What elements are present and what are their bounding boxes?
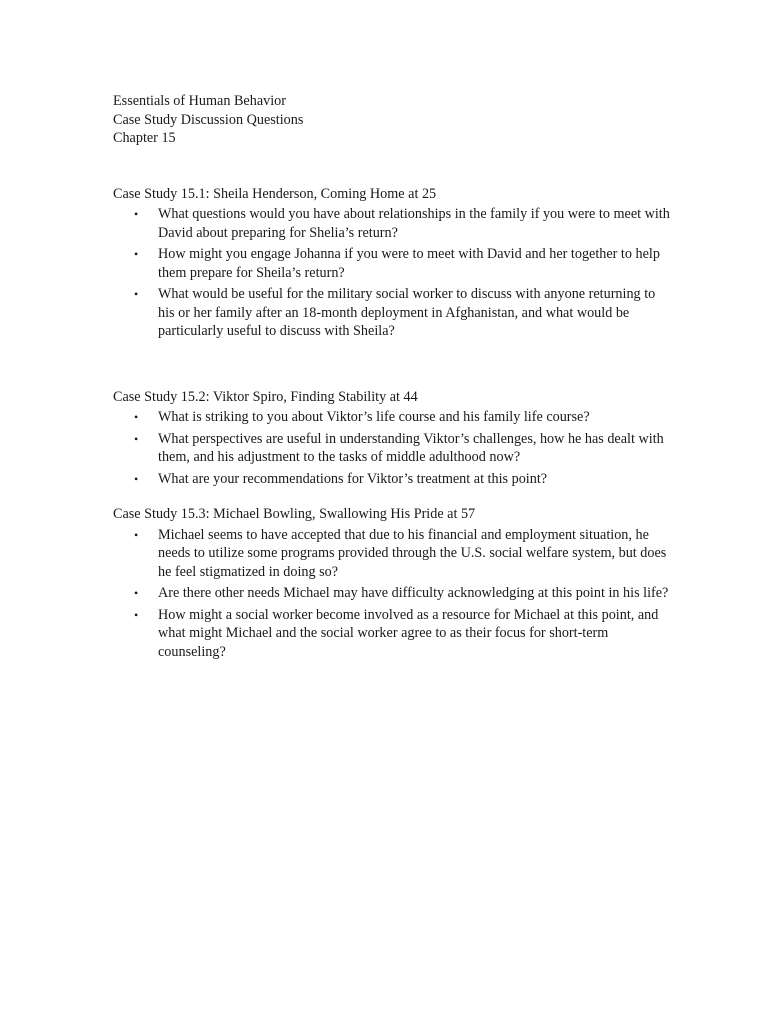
question-list (113, 408, 673, 488)
document-page (113, 92, 673, 664)
question-item (113, 584, 673, 603)
question-text: What would be useful for the military social worker to discuss with anyone returning to his or her family after an 18-month deployment in Afghanistan, and what would be particularly useful to discuss with Sheila? (158, 286, 656, 339)
question-item (113, 606, 673, 662)
bullet-icon: • (134, 527, 139, 542)
question-text: Are there other needs Michael may have difficulty acknowledging at this point in his life? (158, 585, 669, 601)
document-header (113, 92, 673, 148)
course-title: Essentials of Human Behavior (113, 93, 286, 109)
bullet-icon: • (134, 607, 139, 622)
question-text: What is striking to you about Viktor’s life course and his family life course? (158, 409, 590, 425)
case-study-title: Case Study 15.2: Viktor Spiro, Finding Stability at 44 (113, 388, 418, 405)
question-item (113, 408, 673, 427)
question-item (113, 205, 673, 242)
question-text: How might you engage Johanna if you were to meet with David and her together to help them prepare for Sheila’s return? (158, 246, 660, 281)
question-text: What perspectives are useful in understanding Viktor’s challenges, how he has dealt with them, and his adjustment to the tasks of middle adulthood now? (158, 430, 664, 465)
question-list (113, 205, 673, 341)
chapter-label: Chapter 15 (113, 130, 176, 146)
case-study-title: Case Study 15.3: Michael Bowling, Swallowing His Pride at 57 (113, 506, 476, 522)
question-item (113, 245, 673, 282)
question-item (113, 430, 673, 467)
bullet-icon: • (134, 287, 139, 301)
case-study-15-3 (113, 505, 673, 661)
question-item (113, 470, 673, 489)
bullet-icon: • (134, 207, 139, 221)
case-study-title: Case Study 15.1: Sheila Henderson, Coming Home at 25 (113, 185, 437, 202)
question-item (113, 285, 673, 341)
question-list (113, 526, 673, 662)
bullet-icon: • (134, 471, 139, 486)
bullet-icon: • (134, 431, 139, 446)
bullet-icon: • (134, 410, 139, 424)
question-text: Michael seems to have accepted that due to his financial and employment situation, he needs to utilize some programs provided through the U.S. social welfare system, but does he feel stigmatized in doing so? (158, 526, 667, 580)
bullet-icon: • (134, 586, 139, 600)
question-text: What are your recommendations for Viktor’s treatment at this point? (158, 470, 548, 487)
case-study-15-1 (113, 185, 673, 341)
document-subtitle: Case Study Discussion Questions (113, 111, 304, 128)
case-study-15-2 (113, 388, 673, 489)
question-text: What questions would you have about relationships in the family if you were to meet with David about preparing for Shelia’s return? (158, 206, 670, 241)
question-item (113, 526, 673, 582)
question-text: How might a social worker become involved as a resource for Michael at this point, and what might Michael and the social worker agree to as their focus for short-term counseling? (158, 606, 659, 660)
bullet-icon: • (134, 247, 139, 261)
